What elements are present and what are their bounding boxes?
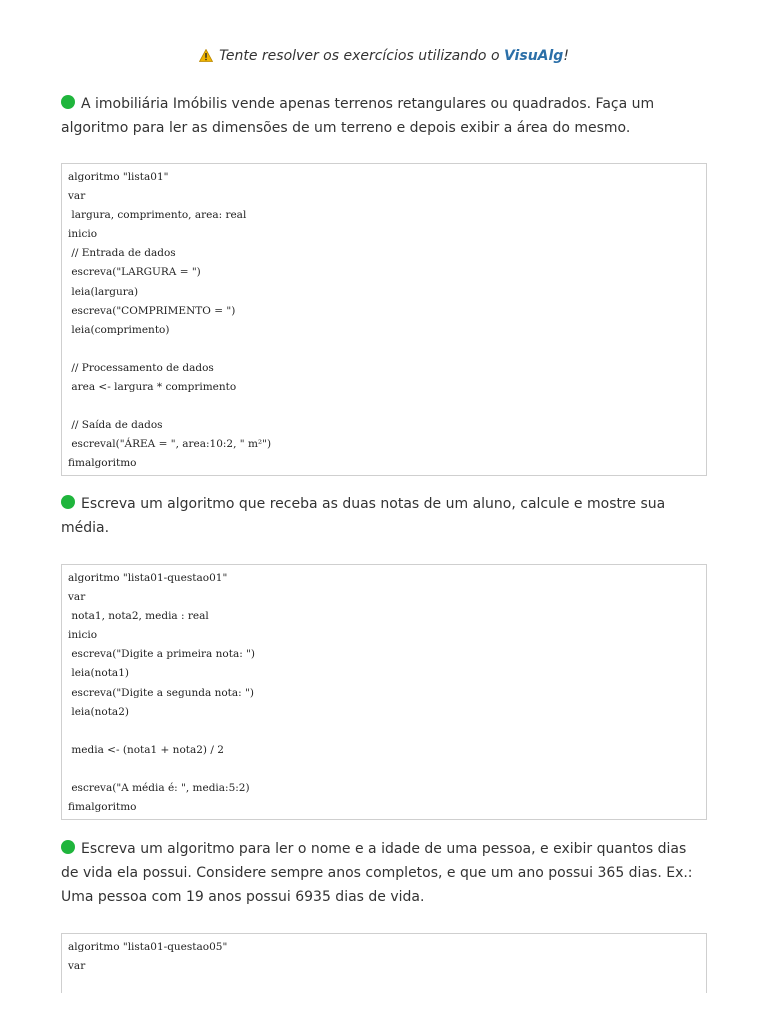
code-line: fimalgoritmo	[68, 801, 137, 814]
code-line	[68, 722, 700, 741]
code-block-2	[61, 564, 707, 820]
code-line	[68, 340, 700, 359]
code-line	[68, 397, 700, 416]
code-line: // Entrada de dados	[68, 247, 176, 260]
question-1-text: A imobiliária Imóbilis vende apenas terrenos retangulares ou quadrados. Faça um algoritmo para ler as dimensões de um terreno e depois exibir a área do mesmo.	[61, 96, 655, 136]
code-line: inicio	[68, 228, 98, 241]
code-line	[68, 760, 700, 779]
code-line: escreval("ÁREA = ", area:10:2, " m²")	[68, 438, 272, 451]
code-line: algoritmo "lista01-questao01"	[68, 572, 228, 584]
code-line: leia(largura)	[68, 285, 139, 298]
code-line: escreva("COMPRIMENTO = ")	[68, 304, 236, 317]
question-2	[61, 492, 701, 540]
question-3	[61, 837, 701, 909]
code-line: nota1, nota2, media : real	[68, 610, 209, 623]
code-line: var	[68, 960, 86, 973]
code-line: inicio	[68, 629, 98, 642]
code-block-3	[61, 933, 707, 993]
code-line: fimalgoritmo	[68, 457, 137, 470]
code-block-1	[61, 163, 707, 476]
code-line: escreva("Digite a segunda nota: ")	[68, 686, 254, 699]
code-line: leia(nota2)	[68, 705, 129, 718]
question-2-text: Escreva um algoritmo que receba as duas notas de um aluno, calcule e mostre sua média.	[61, 496, 666, 536]
code-line: largura, comprimento, area: real	[68, 209, 247, 222]
code-line: // Processamento de dados	[68, 361, 214, 374]
code-line: algoritmo "lista01-questao05"	[68, 941, 228, 953]
code-line: media <- (nota1 + nota2) / 2	[68, 743, 224, 756]
code-line: escreva("LARGURA = ")	[68, 266, 201, 279]
code-line: var	[68, 190, 86, 203]
code-line: var	[68, 591, 86, 604]
code-line: leia(nota1)	[68, 667, 129, 680]
green-bullet-icon	[61, 95, 75, 109]
warning-icon	[199, 49, 213, 62]
code-line: area <- largura * comprimento	[68, 381, 237, 394]
code-line: escreva("A média é: ", media:5:2)	[68, 782, 250, 795]
question-1	[61, 92, 701, 140]
code-line: leia(comprimento)	[68, 323, 170, 336]
code-line: algoritmo "lista01"	[68, 171, 169, 183]
green-bullet-icon	[61, 840, 75, 854]
visualg-brand: VisuAlg	[503, 48, 564, 64]
visualg-notice	[0, 46, 768, 66]
notice-text: Tente resolver os exercícios utilizando o	[219, 48, 504, 64]
code-line: // Saída de dados	[68, 419, 163, 432]
notice-suffix: !	[563, 48, 569, 64]
code-line: escreva("Digite a primeira nota: ")	[68, 648, 256, 661]
green-bullet-icon	[61, 495, 75, 509]
question-3-text: Escreva um algoritmo para ler o nome e a idade de uma pessoa, e exibir quantos dias de vida ela possui. Considere sempre anos completos, e que um ano possui 365 dias. Ex.: Uma pessoa com 19 anos possui 6935 dias de vida.	[61, 841, 693, 905]
